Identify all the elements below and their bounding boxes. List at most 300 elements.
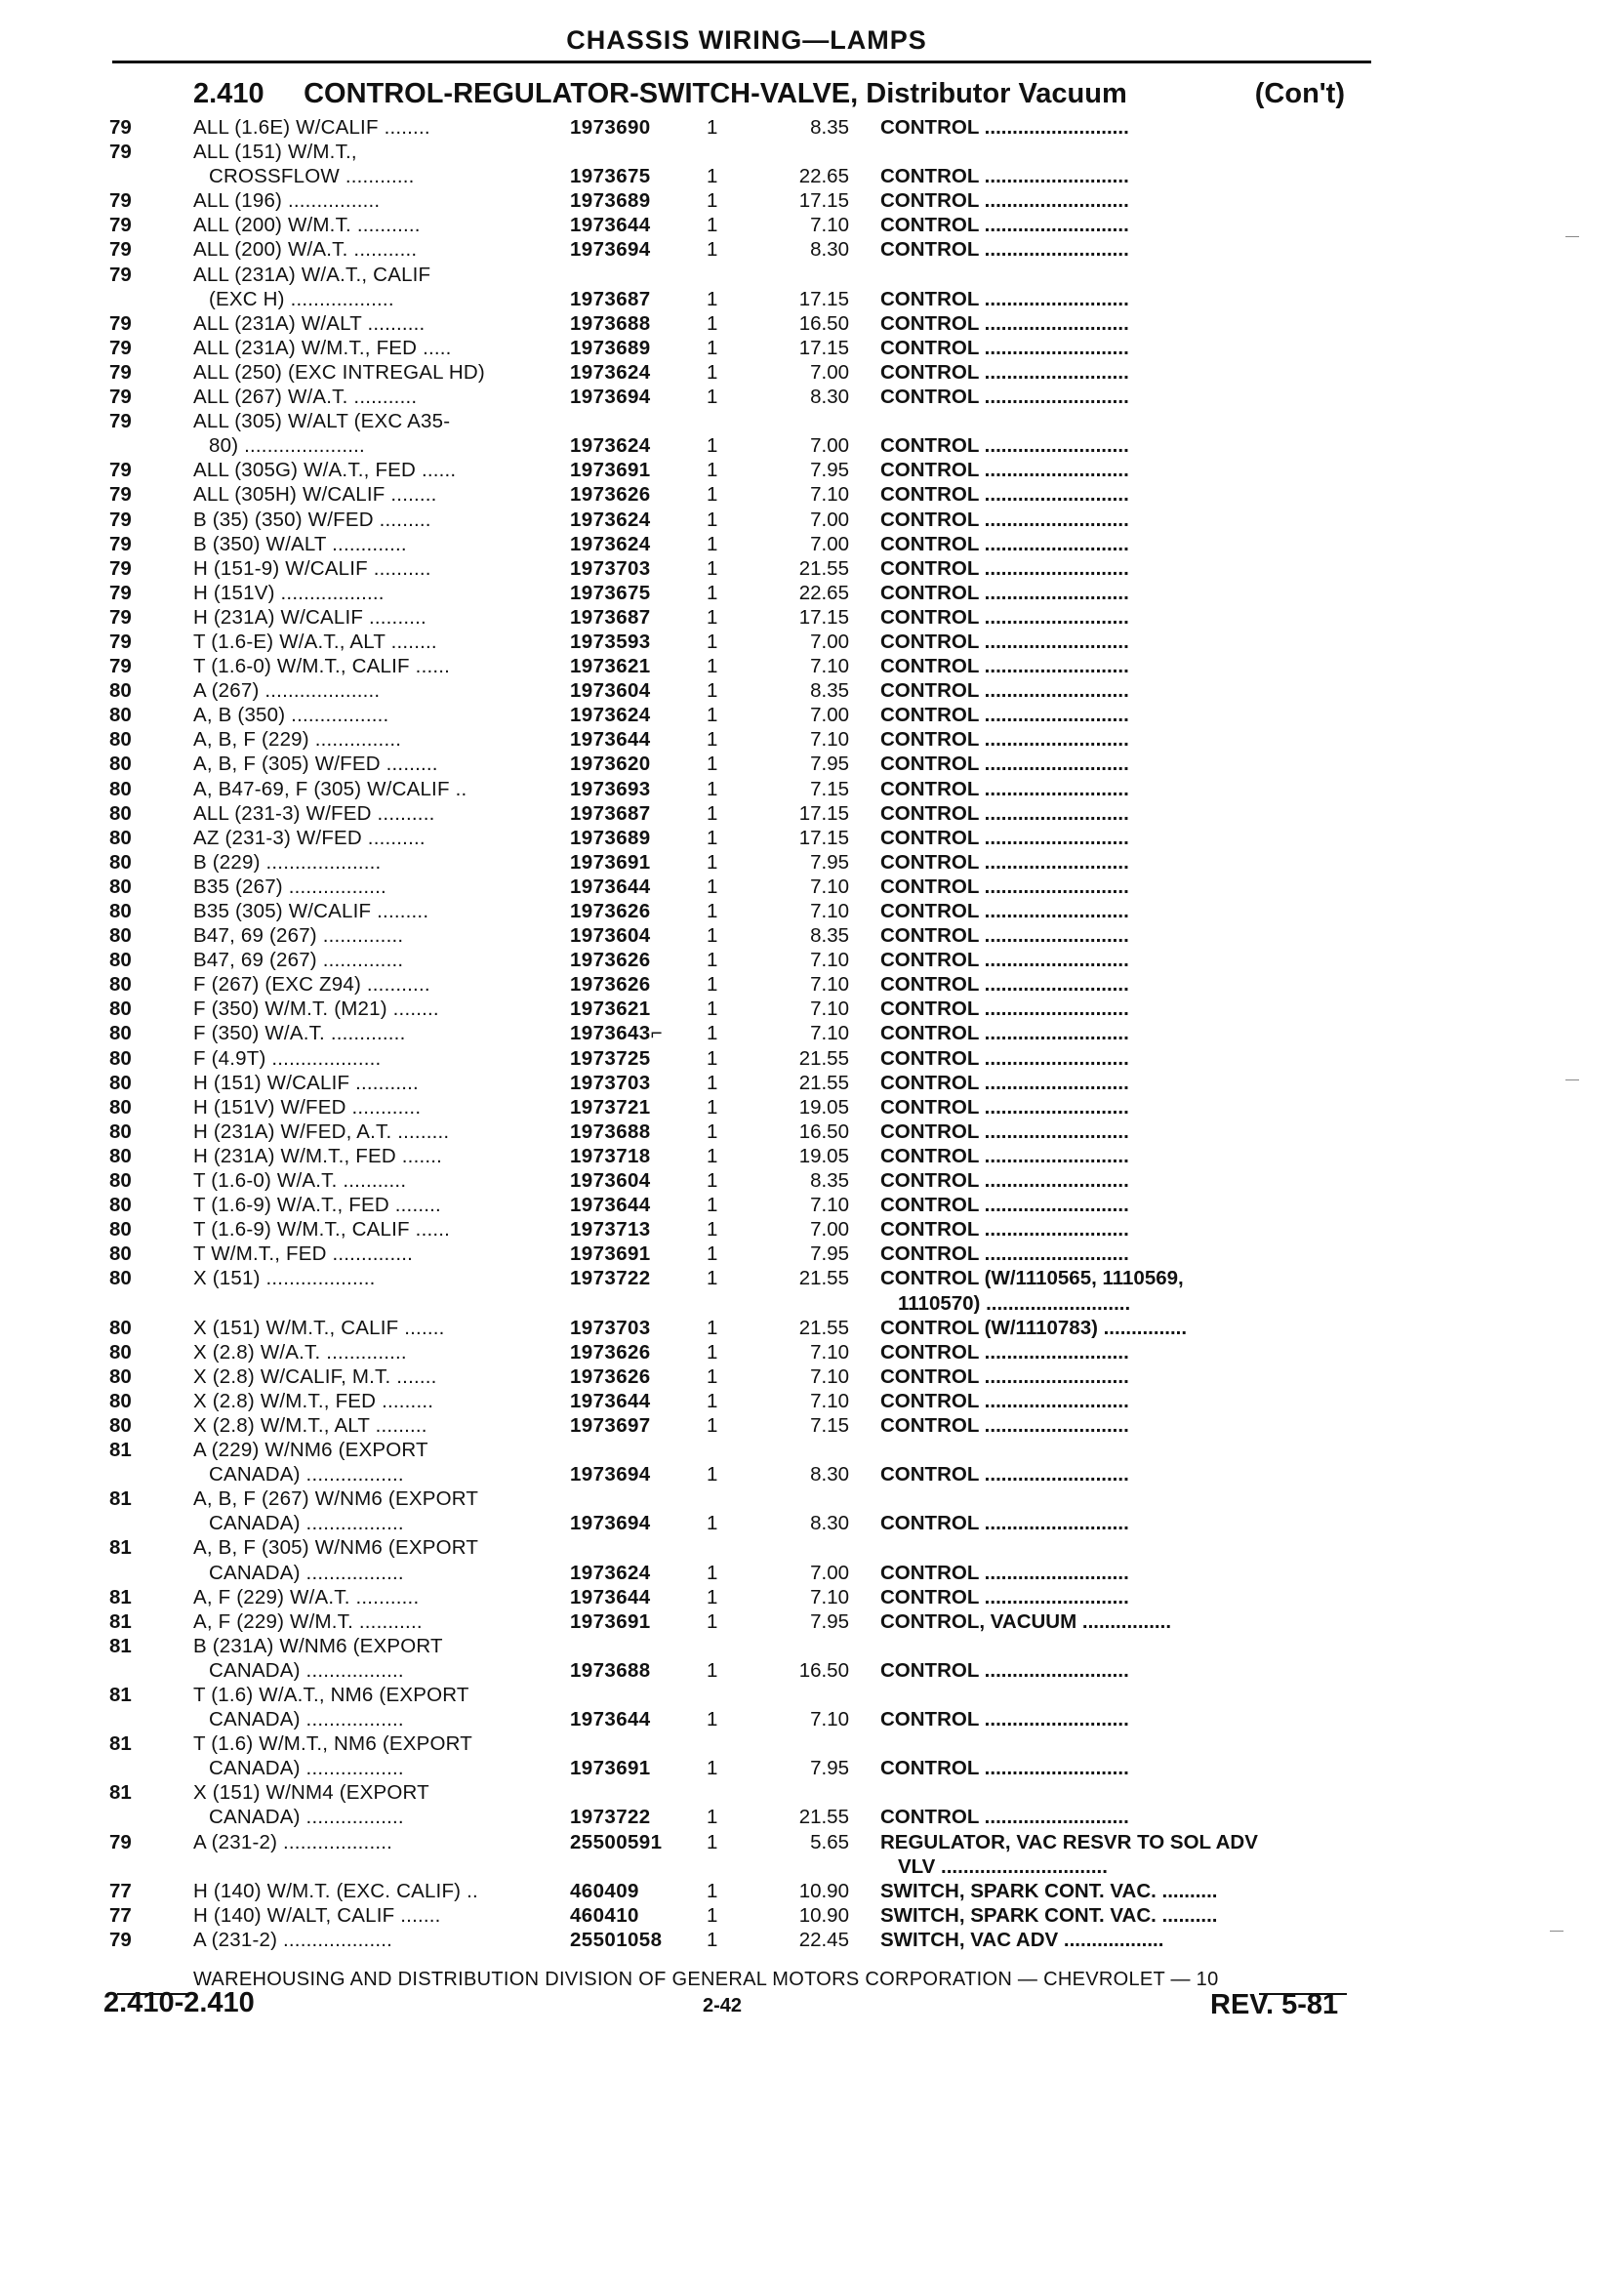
description-cell: SWITCH, SPARK CONT. VAC. .......... <box>880 1903 1218 1927</box>
description-cell: CONTROL .......................... <box>880 1071 1129 1094</box>
part-number-cell: 1973644 <box>570 875 651 898</box>
price-cell: 16.50 <box>798 311 849 335</box>
table-row <box>107 115 1376 140</box>
table-row <box>107 1316 1376 1340</box>
year-cell: 79 <box>109 336 132 359</box>
part-number-cell: 1973689 <box>570 189 651 213</box>
table-row <box>107 1585 1376 1609</box>
year-cell: 79 <box>109 189 132 213</box>
quantity-cell: 1 <box>707 1757 718 1780</box>
application-cell: CANADA) ................. <box>209 1561 404 1584</box>
part-number-cell: 1973604 <box>570 924 651 948</box>
price-cell: 21.55 <box>798 1071 849 1094</box>
year-cell: 80 <box>109 1389 132 1412</box>
table-row <box>107 1535 1376 1560</box>
price-cell: 7.15 <box>810 777 849 800</box>
part-number-cell: 1973621 <box>570 655 651 678</box>
part-number-cell: 1973703 <box>570 1316 651 1339</box>
price-cell: 19.05 <box>798 1144 849 1167</box>
section-number: 2.410 <box>193 78 264 109</box>
quantity-cell: 1 <box>707 189 718 213</box>
part-number-cell: 1973703 <box>570 556 651 580</box>
application-cell: ALL (267) W/A.T. ........... <box>193 386 418 409</box>
part-number-cell: 1973644 <box>570 1708 651 1731</box>
price-cell: 7.10 <box>810 1194 849 1217</box>
table-row <box>107 1805 1376 1829</box>
description-cell: CONTROL .......................... <box>880 949 1129 972</box>
table-row <box>107 1756 1376 1780</box>
description-cell: 1110570) .......................... <box>898 1291 1131 1315</box>
description-cell: SWITCH, VAC ADV .................. <box>880 1928 1164 1951</box>
quantity-cell: 1 <box>707 434 718 458</box>
price-cell: 21.55 <box>798 556 849 580</box>
price-cell: 16.50 <box>798 1120 849 1143</box>
price-cell: 7.10 <box>810 1585 849 1608</box>
price-cell: 7.00 <box>810 360 849 384</box>
table-row <box>107 1780 1376 1805</box>
table-row <box>107 1486 1376 1511</box>
part-number-cell: 1973644 <box>570 1389 651 1412</box>
application-cell: T (1.6-0) W/A.T. ........... <box>193 1169 407 1193</box>
price-cell: 7.15 <box>810 1413 849 1437</box>
quantity-cell: 1 <box>707 386 718 409</box>
year-cell: 80 <box>109 1267 132 1290</box>
quantity-cell: 1 <box>707 1903 718 1927</box>
table-row <box>107 1511 1376 1535</box>
price-cell: 7.10 <box>810 998 849 1021</box>
quantity-cell: 1 <box>707 679 718 703</box>
quantity-cell: 1 <box>707 1169 718 1193</box>
price-cell: 7.10 <box>810 728 849 752</box>
description-cell: CONTROL .......................... <box>880 581 1129 604</box>
description-cell: CONTROL .......................... <box>880 116 1129 139</box>
application-cell: B (229) .................... <box>193 850 382 874</box>
price-cell: 7.95 <box>810 1757 849 1780</box>
table-row <box>107 1879 1376 1903</box>
quantity-cell: 1 <box>707 311 718 335</box>
application-cell: X (151) W/NM4 (EXPORT <box>193 1781 429 1805</box>
part-number-cell: 1973624 <box>570 1561 651 1584</box>
year-cell: 81 <box>109 1536 132 1560</box>
quantity-cell: 1 <box>707 1242 718 1266</box>
table-row <box>107 752 1376 776</box>
description-cell: CONTROL .......................... <box>880 826 1129 849</box>
table-row <box>107 1854 1376 1879</box>
quantity-cell: 1 <box>707 875 718 898</box>
application-cell: CANADA) ................. <box>209 1658 404 1682</box>
price-cell: 8.30 <box>810 1463 849 1486</box>
part-number-cell: 1973643⌐ <box>570 1022 663 1045</box>
table-row <box>107 654 1376 678</box>
description-cell: CONTROL .......................... <box>880 459 1129 482</box>
quantity-cell: 1 <box>707 336 718 359</box>
quantity-cell: 1 <box>707 973 718 997</box>
price-cell: 21.55 <box>798 1046 849 1070</box>
table-row <box>107 1144 1376 1168</box>
description-cell: CONTROL .......................... <box>880 998 1129 1021</box>
footer-division-line: WAREHOUSING AND DISTRIBUTION DIVISION OF GENERAL MOTORS CORPORATION — CHEVROLET — 10 <box>193 1969 1219 1990</box>
year-cell: 80 <box>109 704 132 727</box>
description-cell: CONTROL .......................... <box>880 1095 1129 1119</box>
quantity-cell: 1 <box>707 900 718 922</box>
quantity-cell: 1 <box>707 1316 718 1339</box>
part-number-cell: 1973675 <box>570 165 651 188</box>
margin-mark <box>1565 1079 1579 1080</box>
part-number-cell: 1973626 <box>570 949 651 972</box>
table-row <box>107 140 1376 164</box>
section-title <box>193 78 1345 110</box>
part-number-cell: 1973624 <box>570 360 651 384</box>
description-cell: CONTROL .......................... <box>880 532 1129 555</box>
price-cell: 22.65 <box>798 581 849 604</box>
year-cell: 81 <box>109 1732 132 1756</box>
application-cell: CANADA) ................. <box>209 1806 404 1829</box>
year-cell: 79 <box>109 508 132 531</box>
year-cell: 79 <box>109 360 132 384</box>
quantity-cell: 1 <box>707 1095 718 1119</box>
table-row <box>107 508 1376 532</box>
quantity-cell: 1 <box>707 1218 718 1242</box>
table-row <box>107 433 1376 458</box>
price-cell: 21.55 <box>798 1806 849 1829</box>
application-cell: A (231-2) ................... <box>193 1830 393 1853</box>
description-cell: CONTROL .......................... <box>880 360 1129 384</box>
year-cell: 80 <box>109 1316 132 1339</box>
description-cell: CONTROL .......................... <box>880 1757 1129 1780</box>
quantity-cell: 1 <box>707 1879 718 1902</box>
footer-revision: REV. 5-81 <box>1210 1989 1339 2020</box>
part-number-cell: 1973694 <box>570 386 651 409</box>
description-cell: CONTROL .......................... <box>880 973 1129 997</box>
quantity-cell: 1 <box>707 605 718 629</box>
application-cell: X (2.8) W/CALIF, M.T. ....... <box>193 1364 437 1388</box>
quantity-cell: 1 <box>707 1046 718 1070</box>
quantity-cell: 1 <box>707 704 718 727</box>
table-row <box>107 1389 1376 1413</box>
section-name: CONTROL-REGULATOR-SWITCH-VALVE, Distributor Vacuum <box>304 78 1127 109</box>
quantity-cell: 1 <box>707 116 718 139</box>
parts-table <box>107 115 1376 1952</box>
table-row <box>107 972 1376 997</box>
table-row <box>107 336 1376 360</box>
description-cell: CONTROL .......................... <box>880 165 1129 188</box>
part-number-cell: 1973593 <box>570 630 651 653</box>
application-cell: A, B, F (229) ............... <box>193 728 402 752</box>
description-cell: CONTROL .......................... <box>880 728 1129 752</box>
description-cell: CONTROL .......................... <box>880 753 1129 776</box>
quantity-cell: 1 <box>707 826 718 849</box>
application-cell: X (2.8) W/M.T., ALT ......... <box>193 1413 427 1437</box>
description-cell: CONTROL .......................... <box>880 1169 1129 1193</box>
application-cell: CANADA) ................. <box>209 1463 404 1486</box>
quantity-cell: 1 <box>707 1806 718 1829</box>
part-number-cell: 25500591 <box>570 1830 663 1853</box>
description-cell: CONTROL .......................... <box>880 630 1129 653</box>
application-cell: X (2.8) W/M.T., FED ......... <box>193 1389 434 1412</box>
application-cell: B35 (267) ................. <box>193 875 386 898</box>
part-number-cell: 1973626 <box>570 1364 651 1388</box>
price-cell: 7.00 <box>810 532 849 555</box>
description-cell: CONTROL .......................... <box>880 801 1129 825</box>
quantity-cell: 1 <box>707 728 718 752</box>
application-cell: A, F (229) W/A.T. ........... <box>193 1585 420 1608</box>
table-row <box>107 188 1376 213</box>
year-cell: 80 <box>109 826 132 849</box>
application-cell: H (151-9) W/CALIF .......... <box>193 556 431 580</box>
year-cell: 80 <box>109 753 132 776</box>
application-cell: T W/M.T., FED .............. <box>193 1242 414 1266</box>
table-row <box>107 1707 1376 1731</box>
price-cell: 7.10 <box>810 1340 849 1364</box>
year-cell: 80 <box>109 1095 132 1119</box>
price-cell: 8.35 <box>810 679 849 703</box>
year-cell: 80 <box>109 1242 132 1266</box>
application-cell: CROSSFLOW ............ <box>209 165 415 188</box>
application-cell: ALL (250) (EXC INTREGAL HD) <box>193 360 485 384</box>
year-cell: 80 <box>109 875 132 898</box>
year-cell: 79 <box>109 630 132 653</box>
application-cell: A, B47-69, F (305) W/CALIF .. <box>193 777 467 800</box>
part-number-cell: 1973703 <box>570 1071 651 1094</box>
table-row <box>107 263 1376 287</box>
quantity-cell: 1 <box>707 949 718 972</box>
table-row <box>107 556 1376 581</box>
quantity-cell: 1 <box>707 165 718 188</box>
price-cell: 7.10 <box>810 973 849 997</box>
part-number-cell: 1973725 <box>570 1046 651 1070</box>
year-cell: 80 <box>109 777 132 800</box>
year-cell: 79 <box>109 214 132 237</box>
year-cell: 79 <box>109 483 132 507</box>
price-cell: 7.10 <box>810 1364 849 1388</box>
price-cell: 7.10 <box>810 655 849 678</box>
price-cell: 21.55 <box>798 1316 849 1339</box>
quantity-cell: 1 <box>707 655 718 678</box>
quantity-cell: 1 <box>707 801 718 825</box>
description-cell: CONTROL .......................... <box>880 1242 1129 1266</box>
application-cell: A, F (229) W/M.T. ........... <box>193 1609 423 1633</box>
quantity-cell: 1 <box>707 630 718 653</box>
year-cell: 81 <box>109 1684 132 1706</box>
part-number-cell: 1973675 <box>570 581 651 604</box>
part-number-cell: 1973626 <box>570 973 651 997</box>
application-cell: H (151V) W/FED ............ <box>193 1095 422 1119</box>
table-row <box>107 385 1376 409</box>
year-cell: 79 <box>109 581 132 604</box>
table-row <box>107 237 1376 262</box>
table-row <box>107 1291 1376 1316</box>
year-cell: 79 <box>109 410 132 433</box>
application-cell: CANADA) ................. <box>209 1708 404 1731</box>
year-cell: 80 <box>109 900 132 922</box>
footer-section-range: 2.410-2.410 <box>103 1987 255 2018</box>
description-cell: CONTROL .......................... <box>880 1340 1129 1364</box>
table-row <box>107 727 1376 752</box>
description-cell: SWITCH, SPARK CONT. VAC. .......... <box>880 1879 1218 1902</box>
part-number-cell: 1973691 <box>570 1757 651 1780</box>
description-cell: CONTROL .......................... <box>880 704 1129 727</box>
quantity-cell: 1 <box>707 1389 718 1412</box>
application-cell: H (231A) W/M.T., FED ....... <box>193 1144 443 1167</box>
price-cell: 8.30 <box>810 1512 849 1535</box>
part-number-cell: 1973626 <box>570 483 651 507</box>
quantity-cell: 1 <box>707 1512 718 1535</box>
year-cell: 81 <box>109 1609 132 1633</box>
price-cell: 10.90 <box>798 1903 849 1927</box>
price-cell: 7.95 <box>810 850 849 874</box>
application-cell: X (2.8) W/A.T. .............. <box>193 1340 407 1364</box>
table-row <box>107 360 1376 385</box>
application-cell: B35 (305) W/CALIF ......... <box>193 900 429 922</box>
part-number-cell: 1973626 <box>570 1340 651 1364</box>
year-cell: 79 <box>109 116 132 139</box>
price-cell: 8.35 <box>810 1169 849 1193</box>
year-cell: 80 <box>109 924 132 948</box>
application-cell: T (1.6-E) W/A.T., ALT ........ <box>193 630 437 653</box>
description-cell: CONTROL (W/1110565, 1110569, <box>880 1267 1184 1290</box>
description-cell: CONTROL .......................... <box>880 655 1129 678</box>
application-cell: ALL (196) ................ <box>193 189 381 213</box>
description-cell: CONTROL .......................... <box>880 336 1129 359</box>
part-number-cell: 1973644 <box>570 1585 651 1608</box>
table-row <box>107 923 1376 948</box>
year-cell: 79 <box>109 238 132 262</box>
description-cell: CONTROL .......................... <box>880 1512 1129 1535</box>
quantity-cell: 1 <box>707 1561 718 1584</box>
footer-page-number: 2-42 <box>703 1995 743 2016</box>
table-row <box>107 801 1376 826</box>
quantity-cell: 1 <box>707 1071 718 1094</box>
description-cell: CONTROL, VACUUM ................ <box>880 1609 1172 1633</box>
table-row <box>107 605 1376 630</box>
year-cell: 80 <box>109 1022 132 1045</box>
application-cell: B (231A) W/NM6 (EXPORT <box>193 1634 443 1657</box>
table-row <box>107 311 1376 336</box>
description-cell: CONTROL .......................... <box>880 1022 1129 1045</box>
part-number-cell: 1973713 <box>570 1218 651 1242</box>
quantity-cell: 1 <box>707 532 718 555</box>
table-row <box>107 1242 1376 1266</box>
year-cell: 79 <box>109 605 132 629</box>
part-number-cell: 1973691 <box>570 459 651 482</box>
price-cell: 7.00 <box>810 508 849 531</box>
table-row <box>107 826 1376 850</box>
application-cell: ALL (231-3) W/FED .......... <box>193 801 435 825</box>
part-number-cell: 1973693 <box>570 777 651 800</box>
application-cell: H (151) W/CALIF ........... <box>193 1071 419 1094</box>
quantity-cell: 1 <box>707 924 718 948</box>
year-cell: 80 <box>109 1340 132 1364</box>
quantity-cell: 1 <box>707 1413 718 1437</box>
description-cell: CONTROL .......................... <box>880 1364 1129 1388</box>
application-cell: ALL (305H) W/CALIF ........ <box>193 483 437 507</box>
part-number-cell: 1973722 <box>570 1267 651 1290</box>
table-row <box>107 1830 1376 1854</box>
description-cell: CONTROL .......................... <box>880 311 1129 335</box>
application-cell: A, B, F (305) W/FED ......... <box>193 753 438 776</box>
application-cell: CANADA) ................. <box>209 1512 404 1535</box>
description-cell: CONTROL .......................... <box>880 1144 1129 1167</box>
application-cell: T (1.6-9) W/A.T., FED ........ <box>193 1194 441 1217</box>
description-cell: CONTROL .......................... <box>880 386 1129 409</box>
year-cell: 79 <box>109 263 132 286</box>
quantity-cell: 1 <box>707 1120 718 1143</box>
price-cell: 17.15 <box>798 336 849 359</box>
application-cell: 80) ..................... <box>209 434 365 458</box>
quantity-cell: 1 <box>707 1585 718 1608</box>
part-number-cell: 1973624 <box>570 508 651 531</box>
part-number-cell: 1973621 <box>570 998 651 1021</box>
table-row <box>107 777 1376 801</box>
description-cell: CONTROL .......................... <box>880 214 1129 237</box>
table-row <box>107 1731 1376 1756</box>
table-row <box>107 1095 1376 1120</box>
part-number-cell: 1973688 <box>570 311 651 335</box>
quantity-cell: 1 <box>707 1463 718 1486</box>
year-cell: 81 <box>109 1781 132 1805</box>
price-cell: 7.95 <box>810 1609 849 1633</box>
price-cell: 7.10 <box>810 214 849 237</box>
price-cell: 8.35 <box>810 924 849 948</box>
application-cell: ALL (231A) W/ALT .......... <box>193 311 426 335</box>
table-row <box>107 287 1376 311</box>
price-cell: 7.00 <box>810 630 849 653</box>
description-cell: CONTROL .......................... <box>880 238 1129 262</box>
table-row <box>107 1903 1376 1928</box>
price-cell: 17.15 <box>798 189 849 213</box>
part-number-cell: 1973688 <box>570 1120 651 1143</box>
part-number-cell: 1973722 <box>570 1806 651 1829</box>
quantity-cell: 1 <box>707 1364 718 1388</box>
table-row <box>107 1683 1376 1707</box>
table-row <box>107 1266 1376 1290</box>
application-cell: F (350) W/M.T. (M21) ........ <box>193 998 439 1021</box>
year-cell: 80 <box>109 1144 132 1167</box>
price-cell: 17.15 <box>798 801 849 825</box>
table-row <box>107 1340 1376 1364</box>
application-cell: X (151) W/M.T., CALIF ....... <box>193 1316 445 1339</box>
part-number-cell: 1973694 <box>570 238 651 262</box>
table-row <box>107 164 1376 188</box>
year-cell: 80 <box>109 850 132 874</box>
part-number-cell: 1973687 <box>570 287 651 310</box>
part-number-cell: 1973644 <box>570 1194 651 1217</box>
description-cell: CONTROL .......................... <box>880 1046 1129 1070</box>
table-row <box>107 1561 1376 1585</box>
part-number-cell: 1973694 <box>570 1463 651 1486</box>
part-number-cell: 1973694 <box>570 1512 651 1535</box>
application-cell: T (1.6-0) W/M.T., CALIF ...... <box>193 655 451 678</box>
year-cell: 79 <box>109 141 132 164</box>
table-row <box>107 1120 1376 1144</box>
price-cell: 7.10 <box>810 949 849 972</box>
application-cell: ALL (200) W/M.T. ........... <box>193 214 421 237</box>
application-cell: A (231-2) ................... <box>193 1928 393 1951</box>
price-cell: 7.00 <box>810 1561 849 1584</box>
description-cell: CONTROL .......................... <box>880 900 1129 922</box>
description-cell: CONTROL .......................... <box>880 850 1129 874</box>
table-row <box>107 1217 1376 1242</box>
year-cell: 80 <box>109 973 132 997</box>
table-row <box>107 1021 1376 1045</box>
year-cell: 81 <box>109 1585 132 1608</box>
table-row <box>107 1462 1376 1486</box>
header-rule <box>112 61 1371 63</box>
year-cell: 79 <box>109 556 132 580</box>
table-row <box>107 1634 1376 1658</box>
application-cell: ALL (151) W/M.T., <box>193 141 357 164</box>
price-cell: 17.15 <box>798 605 849 629</box>
